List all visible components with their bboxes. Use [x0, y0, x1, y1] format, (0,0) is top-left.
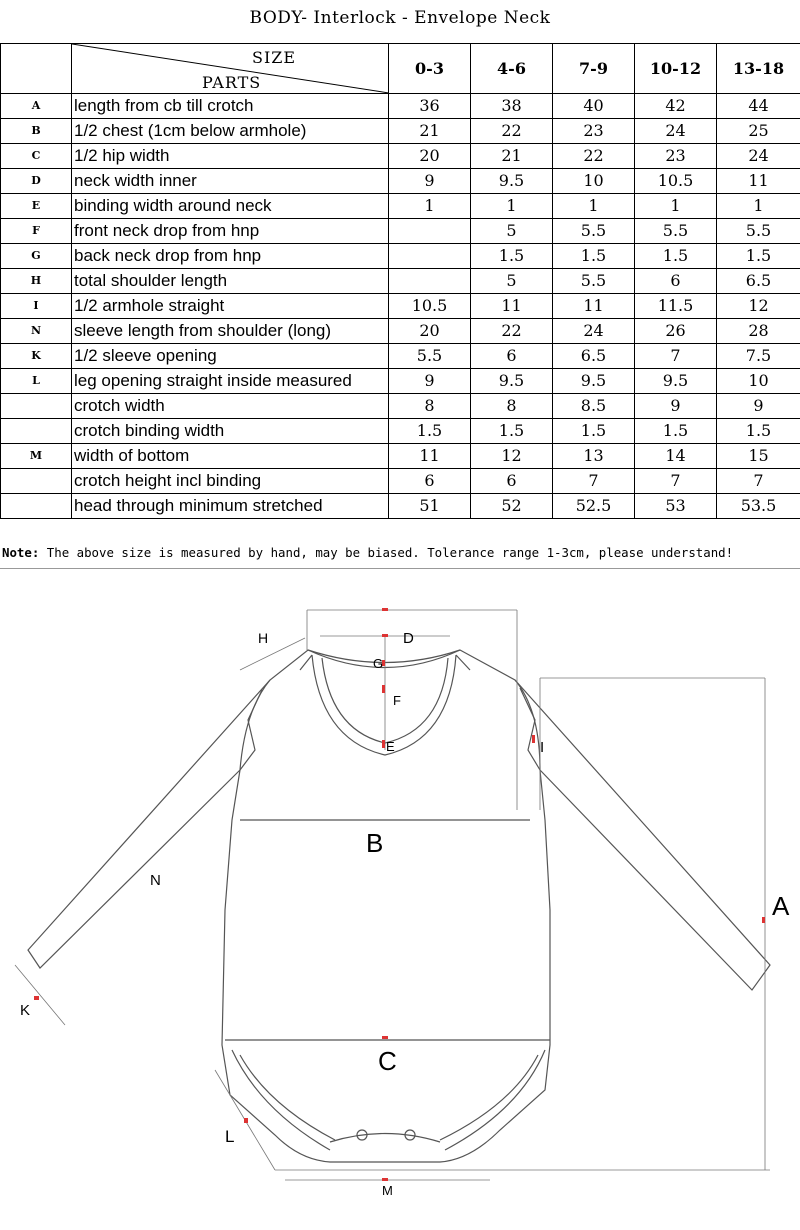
row-value: 15: [717, 444, 800, 469]
row-value: 1: [389, 194, 471, 219]
row-part-name: 1/2 sleeve opening: [72, 344, 389, 369]
label-a: A: [772, 891, 790, 921]
row-code: C: [1, 144, 72, 169]
table-row: [1, 269, 800, 294]
row-value: 20: [389, 144, 471, 169]
row-code: [1, 494, 72, 519]
row-value: 6: [389, 469, 471, 494]
row-value: 1.5: [717, 419, 800, 444]
row-value: 36: [389, 94, 471, 119]
row-code: K: [1, 344, 72, 369]
row-value: 13: [553, 444, 635, 469]
size-header: 4-6: [471, 44, 553, 94]
row-part-name: width of bottom: [72, 444, 389, 469]
row-value: 10: [717, 369, 800, 394]
row-value: 1: [635, 194, 717, 219]
row-value: 6: [471, 469, 553, 494]
divider: [0, 568, 800, 569]
row-value: 7: [635, 344, 717, 369]
row-value: 5.5: [717, 219, 800, 244]
row-value: 11: [471, 294, 553, 319]
row-value: 9.5: [635, 369, 717, 394]
table-row: [1, 444, 800, 469]
row-value: 6.5: [717, 269, 800, 294]
row-value: 21: [389, 119, 471, 144]
row-code: D: [1, 169, 72, 194]
row-value: 24: [717, 144, 800, 169]
row-part-name: head through minimum stretched: [72, 494, 389, 519]
table-row: [1, 244, 800, 269]
row-value: 53: [635, 494, 717, 519]
table-row: [1, 369, 800, 394]
label-h: H: [258, 630, 269, 646]
note-body: The above size is measured by hand, may be biased. Tolerance range 1-3cm, please understand!: [39, 545, 734, 560]
size-header: 7-9: [553, 44, 635, 94]
parts-label: PARTS: [202, 73, 262, 92]
row-part-name: crotch binding width: [72, 419, 389, 444]
row-value: [389, 219, 471, 244]
row-value: 5: [471, 219, 553, 244]
row-value: 10: [553, 169, 635, 194]
note-text: [2, 545, 733, 560]
row-value: 9: [635, 394, 717, 419]
table-row: [1, 344, 800, 369]
row-value: 28: [717, 319, 800, 344]
row-value: 42: [635, 94, 717, 119]
row-value: 52: [471, 494, 553, 519]
row-value: 1: [553, 194, 635, 219]
label-l: L: [225, 1127, 235, 1146]
table-row: [1, 394, 800, 419]
label-k: K: [20, 1002, 31, 1019]
row-value: 52.5: [553, 494, 635, 519]
row-code: F: [1, 219, 72, 244]
row-value: 1.5: [635, 419, 717, 444]
row-value: 53.5: [717, 494, 800, 519]
row-value: 24: [553, 319, 635, 344]
label-m: M: [382, 1183, 393, 1198]
row-value: 22: [553, 144, 635, 169]
row-value: 22: [471, 119, 553, 144]
size-label: SIZE: [252, 48, 297, 67]
row-code: B: [1, 119, 72, 144]
table-row: [1, 169, 800, 194]
table-header-row: [1, 44, 800, 94]
row-value: 12: [717, 294, 800, 319]
row-part-name: leg opening straight inside measured: [72, 369, 389, 394]
row-value: 1.5: [553, 419, 635, 444]
row-part-name: total shoulder length: [72, 269, 389, 294]
row-part-name: front neck drop from hnp: [72, 219, 389, 244]
row-value: 5.5: [553, 269, 635, 294]
right-sleeve: [515, 680, 770, 990]
row-value: 12: [471, 444, 553, 469]
row-value: 23: [635, 144, 717, 169]
row-value: 38: [471, 94, 553, 119]
row-value: 1.5: [389, 419, 471, 444]
size-header: 13-18: [717, 44, 800, 94]
table-row: [1, 194, 800, 219]
row-value: 7: [553, 469, 635, 494]
row-value: 24: [635, 119, 717, 144]
row-code: [1, 469, 72, 494]
table-row: [1, 219, 800, 244]
row-value: [389, 269, 471, 294]
row-value: 9: [389, 369, 471, 394]
garment-diagram: [0, 570, 800, 1230]
row-value: 5.5: [553, 219, 635, 244]
bodysuit-outline: [222, 650, 550, 1162]
row-value: 1: [471, 194, 553, 219]
size-chart-table: [0, 43, 800, 519]
row-value: [389, 244, 471, 269]
row-value: 7.5: [717, 344, 800, 369]
row-code: G: [1, 244, 72, 269]
row-value: 10.5: [635, 169, 717, 194]
row-value: 6: [635, 269, 717, 294]
row-code: A: [1, 94, 72, 119]
row-value: 44: [717, 94, 800, 119]
row-value: 5.5: [635, 219, 717, 244]
row-value: 11: [553, 294, 635, 319]
row-code: H: [1, 269, 72, 294]
row-value: 40: [553, 94, 635, 119]
label-f: F: [393, 693, 401, 708]
row-part-name: crotch width: [72, 394, 389, 419]
row-part-name: length from cb till crotch: [72, 94, 389, 119]
header-size-parts-cell: [72, 44, 389, 94]
row-value: 11.5: [635, 294, 717, 319]
row-value: 8.5: [553, 394, 635, 419]
row-value: 10.5: [389, 294, 471, 319]
row-value: 1.5: [717, 244, 800, 269]
label-d: D: [403, 630, 414, 647]
row-value: 21: [471, 144, 553, 169]
row-part-name: binding width around neck: [72, 194, 389, 219]
row-code: I: [1, 294, 72, 319]
row-value: 9.5: [471, 369, 553, 394]
row-value: 51: [389, 494, 471, 519]
row-value: 5.5: [389, 344, 471, 369]
row-part-name: neck width inner: [72, 169, 389, 194]
row-value: 7: [635, 469, 717, 494]
table-row: [1, 144, 800, 169]
table-row: [1, 494, 800, 519]
label-c: C: [378, 1046, 397, 1076]
document-title: BODY- Interlock - Envelope Neck: [249, 8, 551, 28]
row-value: 1.5: [635, 244, 717, 269]
row-part-name: back neck drop from hnp: [72, 244, 389, 269]
size-header: 10-12: [635, 44, 717, 94]
row-value: 1.5: [471, 419, 553, 444]
label-b: B: [366, 828, 384, 858]
table-row: [1, 294, 800, 319]
header-code-cell: [1, 44, 72, 94]
label-g: G: [373, 656, 384, 671]
row-value: 5: [471, 269, 553, 294]
row-value: 9.5: [471, 169, 553, 194]
row-value: 1.5: [553, 244, 635, 269]
row-part-name: crotch height incl binding: [72, 469, 389, 494]
row-value: 8: [389, 394, 471, 419]
row-value: 11: [389, 444, 471, 469]
row-code: L: [1, 369, 72, 394]
row-part-name: sleeve length from shoulder (long): [72, 319, 389, 344]
label-i: I: [540, 739, 545, 756]
row-part-name: 1/2 hip width: [72, 144, 389, 169]
row-value: 14: [635, 444, 717, 469]
table-row: [1, 469, 800, 494]
row-value: 20: [389, 319, 471, 344]
table-row: [1, 94, 800, 119]
row-part-name: 1/2 chest (1cm below armhole): [72, 119, 389, 144]
table-row: [1, 319, 800, 344]
row-value: 8: [471, 394, 553, 419]
row-code: N: [1, 319, 72, 344]
row-value: 6: [471, 344, 553, 369]
left-sleeve: [28, 680, 270, 968]
row-value: 9: [389, 169, 471, 194]
row-part-name: 1/2 armhole straight: [72, 294, 389, 319]
label-e: E: [386, 739, 395, 754]
row-value: 7: [717, 469, 800, 494]
note-label: Note:: [2, 545, 40, 560]
table-row: [1, 419, 800, 444]
row-value: 9: [717, 394, 800, 419]
size-chart-body: [1, 44, 800, 519]
label-n: N: [150, 872, 161, 889]
row-code: [1, 394, 72, 419]
row-value: 1.5: [471, 244, 553, 269]
row-code: [1, 419, 72, 444]
row-value: 9.5: [553, 369, 635, 394]
row-code: E: [1, 194, 72, 219]
row-code: M: [1, 444, 72, 469]
row-value: 11: [717, 169, 800, 194]
row-value: 23: [553, 119, 635, 144]
table-row: [1, 119, 800, 144]
row-value: 25: [717, 119, 800, 144]
size-header: 0-3: [389, 44, 471, 94]
row-value: 1: [717, 194, 800, 219]
row-value: 22: [471, 319, 553, 344]
row-value: 6.5: [553, 344, 635, 369]
row-value: 26: [635, 319, 717, 344]
